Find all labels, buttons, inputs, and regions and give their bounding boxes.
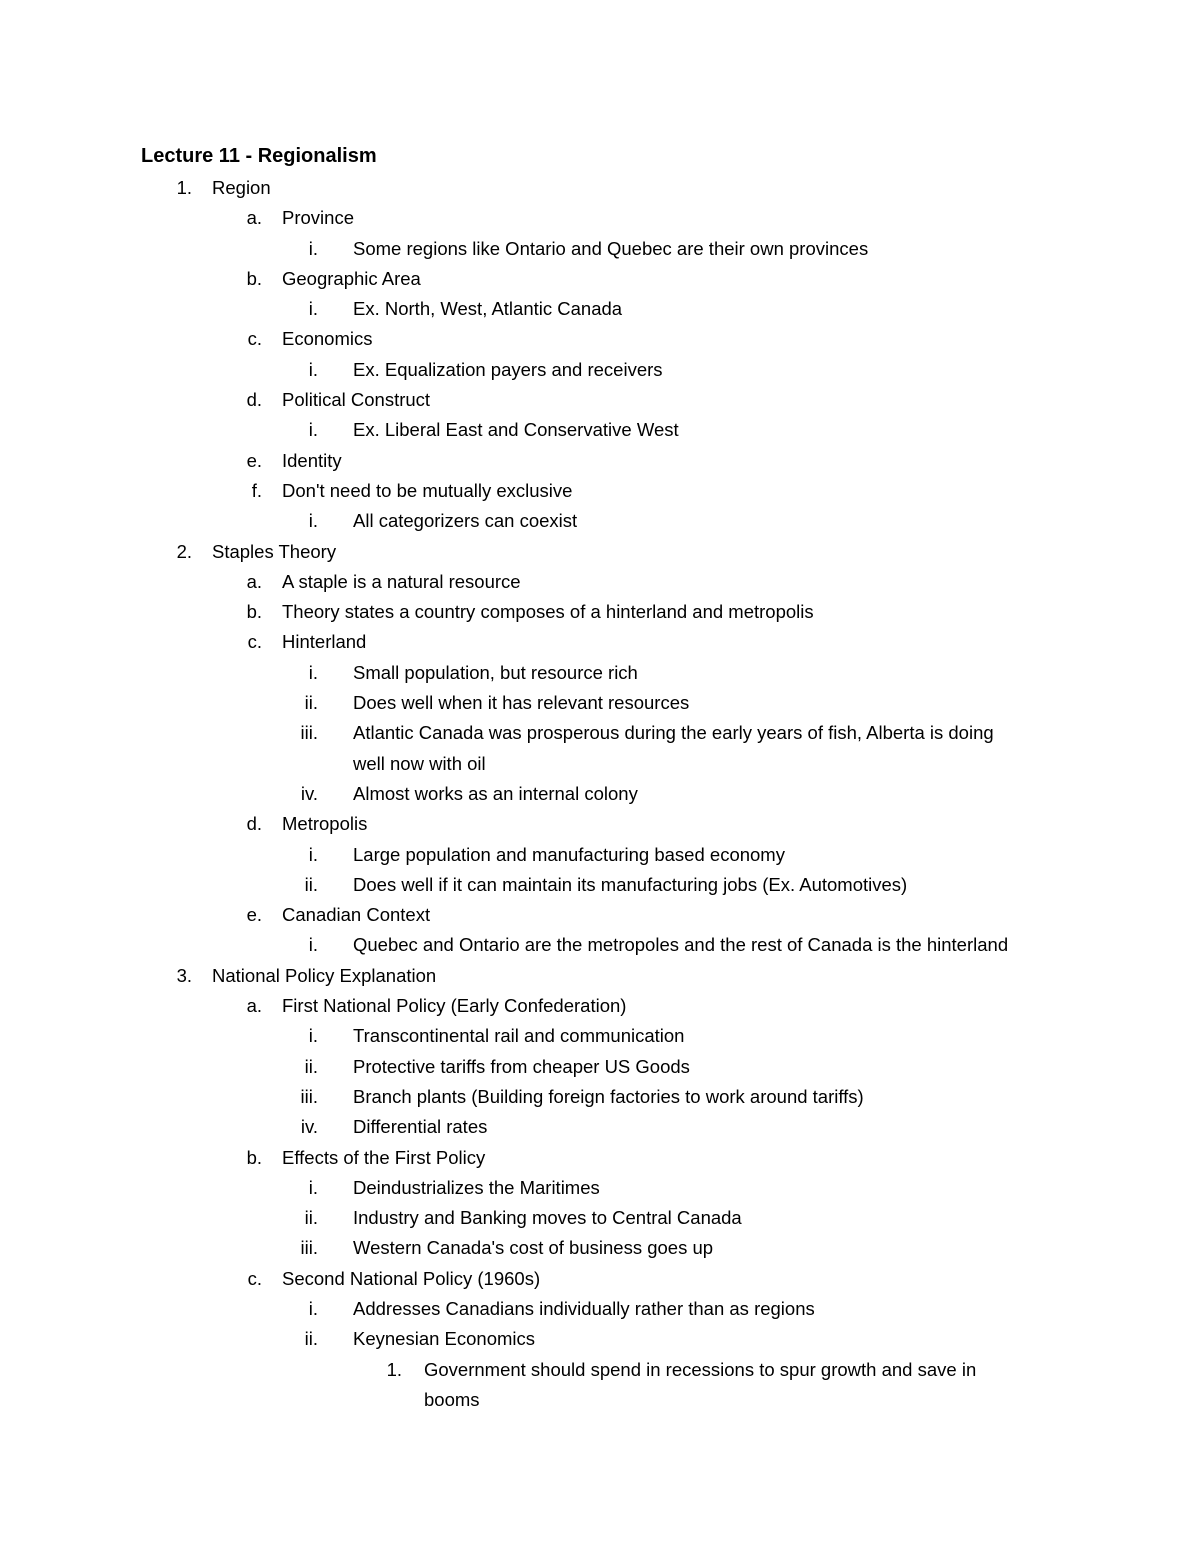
outline-item-text: Metropolis: [282, 813, 368, 835]
list-marker: 2.: [176, 540, 192, 562]
outline-item-text: Region: [212, 177, 271, 198]
outline-item-text: Theory states a country composes of a hinterland and metropolis: [282, 601, 814, 623]
outline-item: [0, 1082, 1200, 1112]
outline-item: [0, 688, 1200, 718]
list-marker: i.: [308, 1297, 318, 1319]
outline-item: [0, 870, 1200, 900]
outline-item-text: Government should spend in recessions to spur growth and save in: [424, 1358, 977, 1380]
outline-item-text: Ex. North, West, Atlantic Canada: [353, 298, 623, 320]
outline-item: [0, 1385, 1200, 1415]
outline-item-text: well now with oil: [353, 752, 486, 774]
list-marker: c.: [247, 328, 262, 350]
list-marker: i.: [308, 237, 318, 259]
list-marker: ii.: [304, 1207, 318, 1229]
outline-item-text: First National Policy (Early Confederation): [282, 995, 627, 1017]
list-marker: a.: [246, 570, 262, 592]
outline-item: [0, 1112, 1200, 1142]
outline-list: [0, 173, 1200, 1415]
list-marker: d.: [246, 389, 262, 411]
outline-item-text: Protective tariffs from cheaper US Goods: [353, 1055, 690, 1077]
list-marker: e.: [246, 904, 262, 926]
outline-item: [0, 840, 1200, 870]
outline-item-text: Transcontinental rail and communication: [353, 1025, 685, 1047]
list-marker: a.: [246, 995, 262, 1017]
outline-item: [0, 1324, 1200, 1354]
outline-item: [0, 1203, 1200, 1233]
outline-item: [0, 355, 1200, 385]
outline-item: [0, 476, 1200, 506]
outline-item: [0, 1233, 1200, 1263]
outline-item: [0, 1143, 1200, 1173]
outline-item: [0, 173, 1200, 203]
list-marker: 3.: [176, 964, 192, 986]
outline-item-text: Large population and manufacturing based economy: [353, 843, 785, 865]
list-marker: c.: [247, 631, 262, 653]
outline-item-text: A staple is a natural resource: [282, 570, 521, 592]
list-marker: i.: [308, 661, 318, 683]
outline-item: [0, 900, 1200, 930]
outline-item: [0, 446, 1200, 476]
outline-item: [0, 264, 1200, 294]
list-marker: f.: [251, 479, 262, 501]
outline-item-text: Deindustrializes the Maritimes: [353, 1176, 600, 1198]
outline-item: [0, 1021, 1200, 1051]
outline-item-text: Atlantic Canada was prosperous during the early years of fish, Alberta is doing: [353, 722, 994, 744]
outline-item: [0, 658, 1200, 688]
outline-item: [0, 779, 1200, 809]
outline-item-text: Economics: [282, 328, 373, 350]
list-marker: i.: [308, 934, 318, 956]
outline-item-text: Keynesian Economics: [353, 1328, 536, 1350]
outline-item-text: Does well if it can maintain its manufacturing jobs (Ex. Automotives): [353, 873, 908, 895]
list-marker: i.: [308, 358, 318, 380]
outline-item-text: Hinterland: [282, 631, 367, 653]
outline-item: [0, 1052, 1200, 1082]
outline-item: [0, 234, 1200, 264]
list-marker: iv.: [300, 782, 318, 804]
outline-item-text: National Policy Explanation: [212, 964, 437, 986]
outline-item-text: booms: [424, 1388, 480, 1410]
list-marker: i.: [308, 843, 318, 865]
outline-item-text: Branch plants (Building foreign factories to work around tariffs): [353, 1085, 864, 1107]
outline-item-text: All categorizers can coexist: [353, 510, 578, 532]
outline-item-text: Geographic Area: [282, 267, 421, 289]
outline-item: [0, 203, 1200, 233]
list-marker: i.: [308, 419, 318, 441]
outline-item: [0, 567, 1200, 597]
list-marker: b.: [246, 1146, 262, 1168]
list-marker: b.: [246, 601, 262, 623]
list-marker: iv.: [300, 1116, 318, 1138]
list-marker: i.: [308, 1025, 318, 1047]
outline-item: [0, 930, 1200, 960]
outline-item-text: Differential rates: [353, 1116, 488, 1138]
outline-item: [0, 1264, 1200, 1294]
outline-item: [0, 385, 1200, 415]
outline-item-text: Province: [282, 207, 354, 229]
outline-item: [0, 961, 1200, 991]
outline-item-text: Almost works as an internal colony: [353, 782, 638, 804]
outline-item-text: Ex. Liberal East and Conservative West: [353, 419, 679, 441]
outline-item: [0, 324, 1200, 354]
list-marker: ii.: [304, 873, 318, 895]
list-marker: c.: [247, 1267, 262, 1289]
outline-item-text: Does well when it has relevant resources: [353, 692, 690, 714]
outline-item: [0, 809, 1200, 839]
page-title: Lecture 11 - Regionalism: [141, 145, 377, 167]
outline-item-text: Some regions like Ontario and Quebec are their own provinces: [353, 237, 869, 259]
outline-item: [0, 1173, 1200, 1203]
outline-item-text: Western Canada's cost of business goes up: [353, 1237, 714, 1259]
list-marker: b.: [246, 267, 262, 289]
outline-item: [0, 1294, 1200, 1324]
outline-item-text: Political Construct: [282, 389, 431, 411]
list-marker: a.: [246, 207, 262, 229]
outline-item: [0, 597, 1200, 627]
list-marker: iii.: [300, 1237, 318, 1259]
list-marker: 1.: [386, 1358, 402, 1380]
outline-item: [0, 294, 1200, 324]
list-marker: ii.: [304, 1328, 318, 1350]
list-marker: iii.: [300, 1085, 318, 1107]
outline-item-text: Quebec and Ontario are the metropoles and the rest of Canada is the hinterland: [353, 934, 1009, 956]
list-marker: i.: [308, 298, 318, 320]
outline-item: [0, 506, 1200, 536]
outline-item-text: Addresses Canadians individually rather than as regions: [353, 1297, 815, 1319]
outline-item-text: Small population, but resource rich: [353, 661, 638, 683]
outline-item-text: Second National Policy (1960s): [282, 1267, 541, 1289]
list-marker: d.: [246, 813, 262, 835]
outline-item: [0, 991, 1200, 1021]
outline-item-text: Canadian Context: [282, 904, 431, 926]
list-marker: i.: [308, 1176, 318, 1198]
outline-item: [0, 627, 1200, 657]
outline-item: [0, 718, 1200, 748]
list-marker: ii.: [304, 1055, 318, 1077]
list-marker: e.: [246, 449, 262, 471]
list-marker: i.: [308, 510, 318, 532]
outline-item: [0, 749, 1200, 779]
outline-item: [0, 1355, 1200, 1385]
outline-item: [0, 415, 1200, 445]
outline-item-text: Ex. Equalization payers and receivers: [353, 358, 663, 380]
list-marker: iii.: [300, 722, 318, 744]
outline-item-text: Identity: [282, 449, 342, 471]
outline-item: [0, 537, 1200, 567]
list-marker: 1.: [176, 177, 192, 198]
list-marker: ii.: [304, 692, 318, 714]
outline-item-text: Staples Theory: [212, 540, 337, 562]
outline-item-text: Effects of the First Policy: [282, 1146, 486, 1168]
outline-item-text: Don't need to be mutually exclusive: [282, 479, 573, 501]
outline-item-text: Industry and Banking moves to Central Canada: [353, 1207, 742, 1229]
